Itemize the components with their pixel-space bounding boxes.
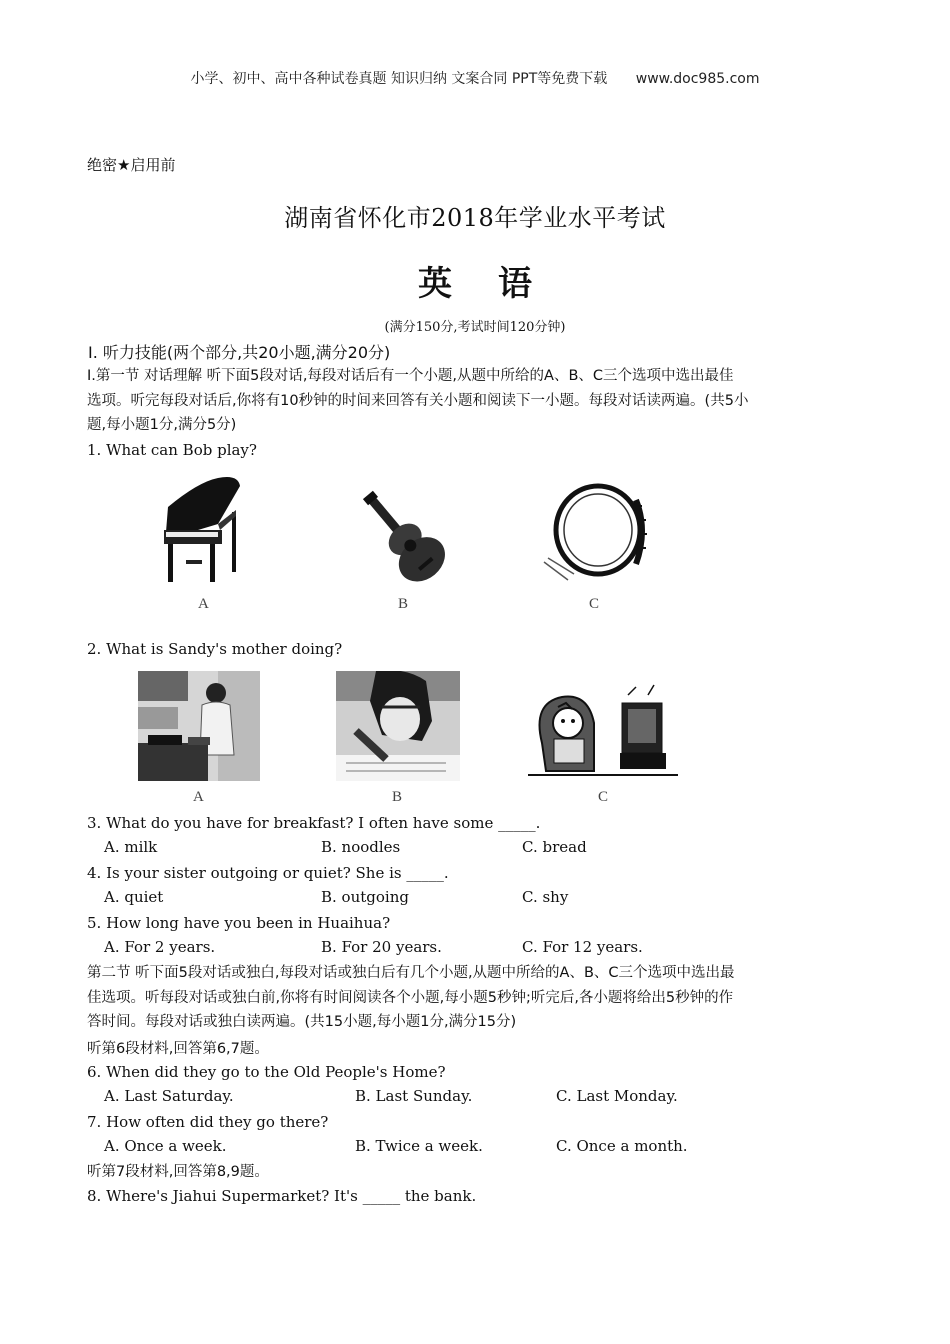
option-a: A. milk [104,838,158,856]
option-a: A. Last Saturday. [104,1087,234,1105]
secret-label: 绝密★启用前 [87,156,176,174]
option-a: A. Once a week. [104,1137,227,1155]
part1-instructions [87,364,867,438]
drum-image [538,480,650,592]
subject-char-1: 英 [418,264,452,304]
option-label: C [589,596,600,612]
option-b: B. noodles [321,838,401,856]
option-b: B. Twice a week. [355,1137,483,1155]
question-1: 1. What can Bob play? [87,441,257,459]
question-2: 2. What is Sandy's mother doing? [87,640,343,658]
question-5: 5. How long have you been in Huaihua? [87,914,391,932]
exam-title: 湖南省怀化市2018年学业水平考试 [284,204,666,232]
exam-note: (满分150分,考试时间120分钟) [384,320,566,335]
page-header [0,68,950,88]
instruction-line: 选项。听完每段对话后,你将有10秒钟的时间来回答有关小题和阅读下一小题。每段对话读两遍。(共5小 [87,392,749,409]
instruction-line: 佳选项。听每段对话或独白前,你将有时间阅读各个小题,每小题5秒钟;听完后,各小题将给出5秒钟的作 [87,989,734,1006]
option-a: A. quiet [104,888,164,906]
cooking-image [138,671,260,781]
instruction-line: 答时间。每段对话或独白读两遍。(共15小题,每小题1分,满分15分) [87,1014,517,1030]
header-text: 小学、初中、高中各种试卷真题 知识归纳 文案合同 PPT等免费下载 [190,71,608,87]
section-heading: Ⅰ. 听力技能(两个部分,共20小题,满分20分) [88,343,391,362]
option-a: A. For 2 years. [104,938,216,956]
instruction-line: 题,每小题1分,满分5分) [87,417,237,433]
part2-instructions [87,961,867,1035]
question-6: 6. When did they go to the Old People's Home? [87,1063,446,1081]
header-site[interactable]: www.doc985.com [635,71,760,87]
option-label: B [398,596,409,612]
option-label: A [193,789,204,805]
option-label: B [392,789,403,805]
writing-image [336,671,460,781]
question-7: 7. How often did they go there? [87,1113,329,1131]
listen-6-instruction: 听第6段材料,回答第6,7题。 [87,1041,269,1057]
piano-image [158,472,248,587]
instruction-line: 第二节 听下面5段对话或独白,每段对话或独白后有几个小题,从题中所给的A、B、C三个选项中选出最 [87,965,735,981]
listen-7-instruction: 听第7段材料,回答第8,9题。 [87,1164,269,1180]
option-b: B. outgoing [321,888,409,906]
option-label: A [198,596,209,612]
option-c: C. Last Monday. [556,1087,678,1105]
subject-title [0,256,950,305]
option-b: B. Last Sunday. [355,1087,473,1105]
question-8: 8. Where's Jiahui Supermarket? It's _____ the bank. [87,1187,477,1205]
instruction-line: Ⅰ.第一节 对话理解 听下面5段对话,每段对话后有一个小题,从题中所给的A、B、C三个选项中选出最佳 [87,368,734,384]
watching-tv-image [528,683,678,783]
subject-char-2: 语 [498,264,532,304]
option-c: C. bread [522,838,587,856]
option-c: C. Once a month. [556,1137,688,1155]
option-c: C. shy [522,888,569,906]
question-3: 3. What do you have for breakfast? I often have some _____. [87,814,541,832]
option-b: B. For 20 years. [321,938,442,956]
option-label: C [598,789,609,805]
question-4: 4. Is your sister outgoing or quiet? She is _____. [87,864,449,882]
option-c: C. For 12 years. [522,938,643,956]
guitar-image [348,482,458,590]
